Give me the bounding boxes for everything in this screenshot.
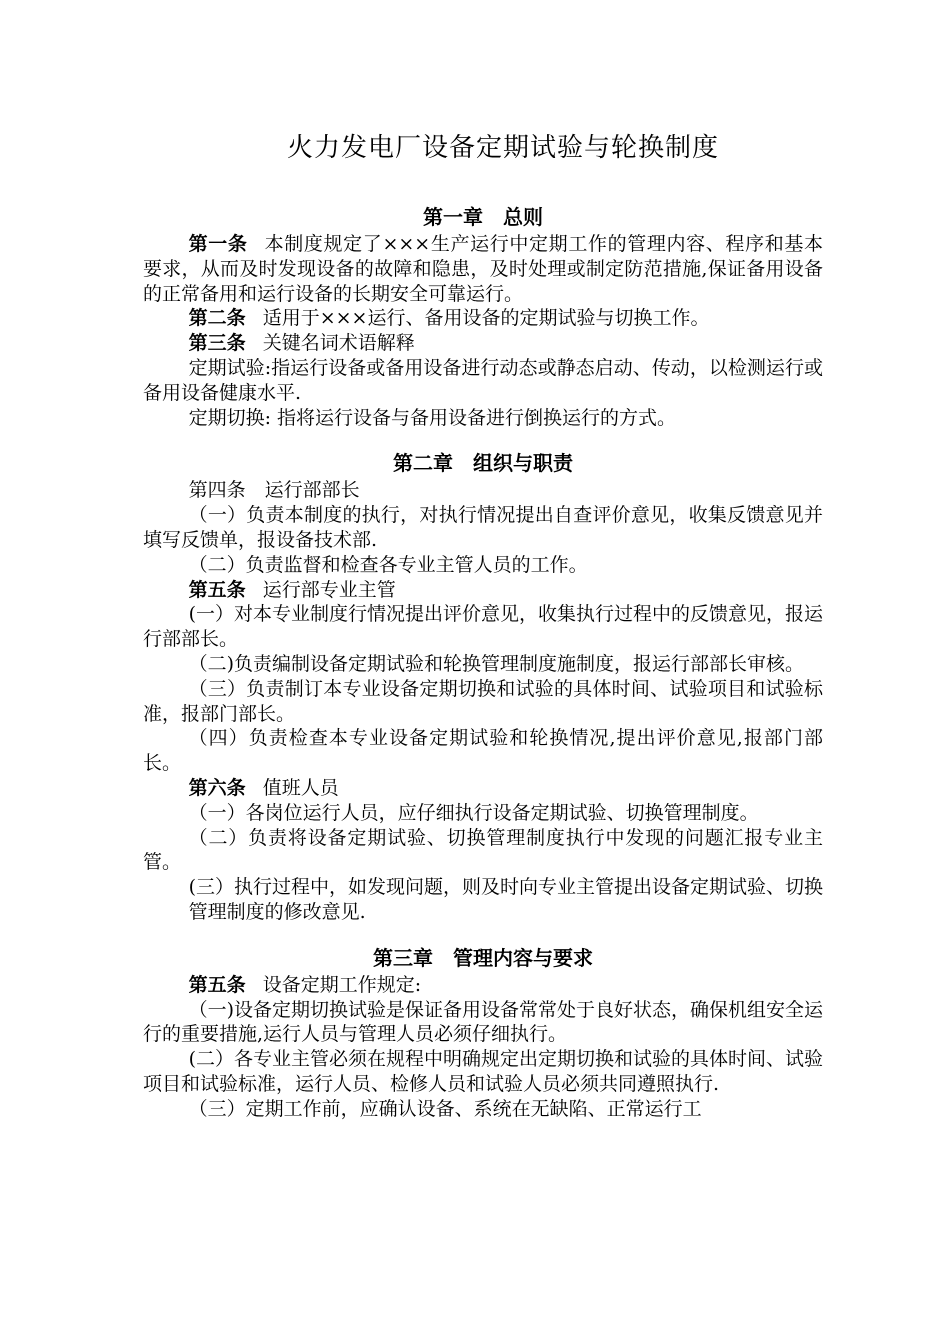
paragraph <box>143 801 823 826</box>
paragraph-text: (三）执行过程中，如发现问题，则及时向专业主管提出设备定期试验、切换管理制度的修改意见. <box>188 876 824 923</box>
paragraph-text: (一）对本专业制度行情况提出评价意见，收集执行过程中的反馈意见，报运行部部长。 <box>143 603 824 651</box>
paragraph-text: （四）负责检查本专业设备定期试验和轮换情况,提出评价意见,报部门部长。 <box>143 727 823 775</box>
paragraph-text: 定期切换: 指将运行设备与备用设备进行倒换运行的方式。 <box>188 406 677 429</box>
chapter-heading: 第二章 组织与职责 <box>393 451 573 476</box>
paragraph-text: （一）负责本制度的执行，对执行情况提出自查评价意见，收集反馈意见并填写反馈单，报设备技术部. <box>143 504 823 551</box>
paragraph <box>143 602 823 652</box>
chapter-heading: 第三章 管理内容与要求 <box>373 945 593 970</box>
paragraph <box>143 652 823 677</box>
paragraph-text: （二）负责监督和检查各专业主管人员的工作。 <box>188 553 588 576</box>
paragraph-text: （二)负责编制设备定期试验和轮换管理制度施制度，报运行部部长审核。 <box>188 652 805 675</box>
paragraph-text: （三）负责制订本专业设备定期切换和试验的具体时间、试验项目和试验标准，报部门部长。 <box>143 677 823 725</box>
paragraph-text: 值班人员 <box>262 776 339 799</box>
paragraph-text: 设备定期工作规定: <box>262 973 422 996</box>
paragraph-text: （三）定期工作前，应确认设备、系统在无缺陷、正常运行工 <box>188 1097 702 1120</box>
chapter-3 <box>143 943 823 1122</box>
paragraph <box>143 875 823 925</box>
paragraph <box>143 1097 823 1122</box>
paragraph <box>143 478 823 503</box>
paragraph <box>143 776 823 801</box>
article-label: 第二条 <box>188 307 246 330</box>
paragraph <box>143 356 823 406</box>
paragraph <box>143 973 823 998</box>
paragraph-text: 运行部专业主管 <box>262 578 396 601</box>
paragraph <box>143 677 823 727</box>
article-label: 第一条 <box>188 233 248 255</box>
article-label: 第六条 <box>188 776 246 799</box>
chapter-1 <box>143 202 823 430</box>
paragraph <box>143 578 823 603</box>
document-title: 火力发电厂设备定期试验与轮换制度 <box>286 133 719 163</box>
article-label: 第五条 <box>188 578 246 601</box>
document-body <box>143 128 823 1122</box>
paragraph-text: 第四条 运行部部长 <box>188 479 360 502</box>
paragraph <box>143 331 823 356</box>
article-label: 第五条 <box>188 973 246 996</box>
paragraph-text: 关键名词术语解释 <box>262 332 415 355</box>
paragraph <box>143 826 823 876</box>
chapter-heading: 第一章 总则 <box>423 205 543 229</box>
chapter-2 <box>143 448 823 924</box>
paragraph-text: 定期试验:指运行设备或备用设备进行动态或静态启动、传动，以检测运行或备用设备健康水平. <box>143 356 823 404</box>
paragraph <box>143 998 823 1048</box>
paragraph <box>143 726 823 776</box>
paragraph-text: （一）各岗位运行人员，应仔细执行设备定期试验、切换管理制度。 <box>188 801 759 824</box>
paragraph-text: 适用于×××运行、备用设备的定期试验与切换工作。 <box>262 307 710 330</box>
paragraph <box>143 306 823 331</box>
article-label: 第三条 <box>188 332 246 355</box>
paragraph <box>143 406 823 431</box>
paragraph-text: 本制度规定了×××生产运行中定期工作的管理内容、程序和基本要求，从而及时发现设备的故障和隐患，及时处理或制定防范措施,保证备用设备的正常备用和运行设备的长期安全可靠运行。 <box>143 233 823 305</box>
paragraph <box>143 1047 823 1097</box>
paragraph <box>143 503 823 553</box>
paragraph <box>143 232 823 306</box>
paragraph-text: (二）各专业主管必须在规程中明确规定出定期切换和试验的具体时间、试验项目和试验标准，运行人员、检修人员和试验人员必须共同遵照执行. <box>143 1048 824 1095</box>
paragraph-text: （二）负责将设备定期试验、切换管理制度执行中发现的问题汇报专业主管。 <box>143 826 823 874</box>
paragraph <box>143 553 823 578</box>
paragraph-text: （一)设备定期切换试验是保证备用设备常常处于良好状态，确保机组安全运行的重要措施,运行人员与管理人员必须仔细执行。 <box>143 998 824 1046</box>
